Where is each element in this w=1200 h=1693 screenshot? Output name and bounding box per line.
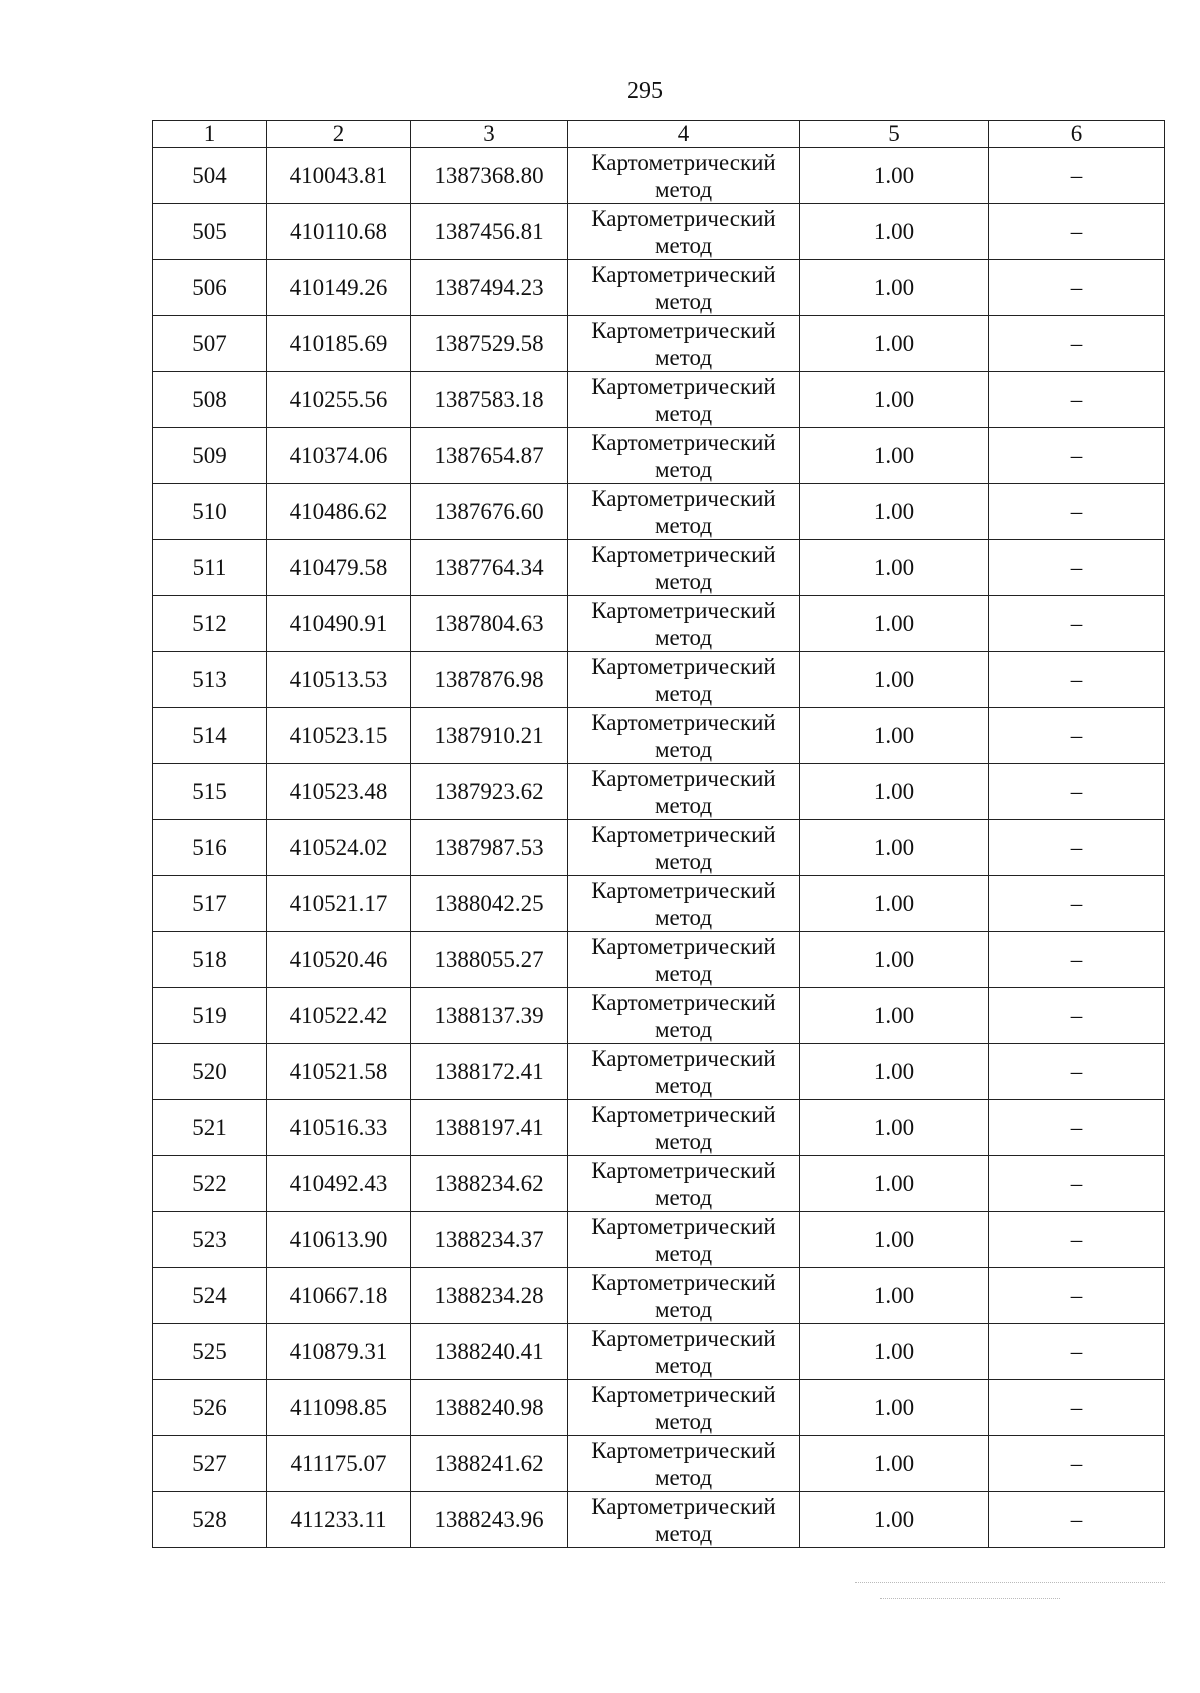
x-coordinate-cell: 410524.02 <box>267 820 411 876</box>
description-cell: – <box>989 372 1165 428</box>
method-line-2: метод <box>654 1184 713 1210</box>
y-coordinate-cell: 1387876.98 <box>411 652 568 708</box>
accuracy-cell: 1.00 <box>800 316 989 372</box>
method-line-2: метод <box>654 176 713 202</box>
accuracy-cell: 1.00 <box>800 484 989 540</box>
y-coordinate-cell: 1388137.39 <box>411 988 568 1044</box>
x-coordinate-cell: 410613.90 <box>267 1212 411 1268</box>
method-line-1: Картометрический <box>591 317 776 343</box>
table-row <box>153 1268 1165 1324</box>
description-cell: – <box>989 484 1165 540</box>
description-cell: – <box>989 708 1165 764</box>
point-number-cell: 513 <box>153 652 267 708</box>
x-coordinate-cell: 410523.15 <box>267 708 411 764</box>
method-cell <box>568 148 800 204</box>
table-row <box>153 540 1165 596</box>
accuracy-cell: 1.00 <box>800 1492 989 1548</box>
x-coordinate-cell: 410043.81 <box>267 148 411 204</box>
description-cell: – <box>989 764 1165 820</box>
description-cell: – <box>989 1044 1165 1100</box>
x-coordinate-cell: 410520.46 <box>267 932 411 988</box>
y-coordinate-cell: 1388240.41 <box>411 1324 568 1380</box>
method-cell <box>568 1268 800 1324</box>
table-row <box>153 1436 1165 1492</box>
point-number-cell: 510 <box>153 484 267 540</box>
method-line-2: метод <box>654 1240 713 1266</box>
x-coordinate-cell: 410479.58 <box>267 540 411 596</box>
method-cell <box>568 1044 800 1100</box>
point-number-cell: 523 <box>153 1212 267 1268</box>
point-number-cell: 517 <box>153 876 267 932</box>
method-cell <box>568 1100 800 1156</box>
method-line-1: Картометрический <box>591 205 776 231</box>
accuracy-cell: 1.00 <box>800 764 989 820</box>
method-line-2: метод <box>654 1464 713 1490</box>
point-number-cell: 512 <box>153 596 267 652</box>
table-row <box>153 1156 1165 1212</box>
description-cell: – <box>989 204 1165 260</box>
x-coordinate-cell: 410522.42 <box>267 988 411 1044</box>
method-cell <box>568 372 800 428</box>
method-line-1: Картометрический <box>591 597 776 623</box>
method-cell <box>568 988 800 1044</box>
accuracy-cell: 1.00 <box>800 540 989 596</box>
method-line-1: Картометрический <box>591 1437 776 1463</box>
point-number-cell: 524 <box>153 1268 267 1324</box>
method-line-2: метод <box>654 1296 713 1322</box>
x-coordinate-cell: 411233.11 <box>267 1492 411 1548</box>
method-line-1: Картометрический <box>591 765 776 791</box>
table-row <box>153 204 1165 260</box>
method-line-1: Картометрический <box>591 1157 776 1183</box>
table-row <box>153 1492 1165 1548</box>
accuracy-cell: 1.00 <box>800 1044 989 1100</box>
x-coordinate-cell: 410667.18 <box>267 1268 411 1324</box>
table-row <box>153 1380 1165 1436</box>
x-coordinate-cell: 410490.91 <box>267 596 411 652</box>
table-row <box>153 708 1165 764</box>
method-cell <box>568 876 800 932</box>
method-line-2: метод <box>654 1128 713 1154</box>
accuracy-cell: 1.00 <box>800 1436 989 1492</box>
method-line-1: Картометрический <box>591 1213 776 1239</box>
method-cell <box>568 484 800 540</box>
description-cell: – <box>989 316 1165 372</box>
method-line-2: метод <box>654 400 713 426</box>
table-row <box>153 1212 1165 1268</box>
x-coordinate-cell: 410521.58 <box>267 1044 411 1100</box>
point-number-cell: 525 <box>153 1324 267 1380</box>
method-line-1: Картометрический <box>591 1101 776 1127</box>
accuracy-cell: 1.00 <box>800 204 989 260</box>
x-coordinate-cell: 411175.07 <box>267 1436 411 1492</box>
y-coordinate-cell: 1387529.58 <box>411 316 568 372</box>
coordinates-table <box>152 120 1165 1548</box>
header-row <box>153 121 1165 148</box>
method-line-1: Картометрический <box>591 653 776 679</box>
table-row <box>153 428 1165 484</box>
method-line-1: Картометрический <box>591 933 776 959</box>
method-line-1: Картометрический <box>591 1269 776 1295</box>
method-line-2: метод <box>654 960 713 986</box>
point-number-cell: 504 <box>153 148 267 204</box>
point-number-cell: 520 <box>153 1044 267 1100</box>
method-line-2: метод <box>654 1520 713 1546</box>
method-line-1: Картометрический <box>591 485 776 511</box>
method-cell <box>568 764 800 820</box>
method-cell <box>568 596 800 652</box>
table-row <box>153 988 1165 1044</box>
point-number-cell: 521 <box>153 1100 267 1156</box>
accuracy-cell: 1.00 <box>800 1268 989 1324</box>
description-cell: – <box>989 1380 1165 1436</box>
y-coordinate-cell: 1388055.27 <box>411 932 568 988</box>
method-line-1: Картометрический <box>591 373 776 399</box>
accuracy-cell: 1.00 <box>800 596 989 652</box>
description-cell: – <box>989 988 1165 1044</box>
method-line-2: метод <box>654 1072 713 1098</box>
y-coordinate-cell: 1388243.96 <box>411 1492 568 1548</box>
point-number-cell: 506 <box>153 260 267 316</box>
scan-artifact <box>880 1598 1060 1600</box>
method-line-1: Картометрический <box>591 541 776 567</box>
accuracy-cell: 1.00 <box>800 1324 989 1380</box>
y-coordinate-cell: 1387676.60 <box>411 484 568 540</box>
column-header-5: 5 <box>800 121 989 148</box>
y-coordinate-cell: 1387654.87 <box>411 428 568 484</box>
accuracy-cell: 1.00 <box>800 1100 989 1156</box>
y-coordinate-cell: 1388234.62 <box>411 1156 568 1212</box>
method-cell <box>568 652 800 708</box>
column-header-1: 1 <box>153 121 267 148</box>
table-row <box>153 260 1165 316</box>
method-line-2: метод <box>654 792 713 818</box>
method-cell <box>568 1212 800 1268</box>
x-coordinate-cell: 410516.33 <box>267 1100 411 1156</box>
method-line-2: метод <box>654 512 713 538</box>
x-coordinate-cell: 410879.31 <box>267 1324 411 1380</box>
accuracy-cell: 1.00 <box>800 260 989 316</box>
description-cell: – <box>989 596 1165 652</box>
description-cell: – <box>989 540 1165 596</box>
table-row <box>153 484 1165 540</box>
point-number-cell: 507 <box>153 316 267 372</box>
accuracy-cell: 1.00 <box>800 1380 989 1436</box>
page-number: 295 <box>627 78 663 104</box>
description-cell: – <box>989 1100 1165 1156</box>
method-line-1: Картометрический <box>591 1381 776 1407</box>
x-coordinate-cell: 410255.56 <box>267 372 411 428</box>
description-cell: – <box>989 1436 1165 1492</box>
method-line-2: метод <box>654 344 713 370</box>
y-coordinate-cell: 1387923.62 <box>411 764 568 820</box>
method-cell <box>568 540 800 596</box>
method-line-2: метод <box>654 848 713 874</box>
column-header-4: 4 <box>568 121 800 148</box>
method-cell <box>568 1436 800 1492</box>
y-coordinate-cell: 1387456.81 <box>411 204 568 260</box>
method-cell <box>568 1324 800 1380</box>
table-row <box>153 876 1165 932</box>
method-cell <box>568 260 800 316</box>
table-row <box>153 596 1165 652</box>
description-cell: – <box>989 1492 1165 1548</box>
y-coordinate-cell: 1387987.53 <box>411 820 568 876</box>
method-line-1: Картометрический <box>591 149 776 175</box>
y-coordinate-cell: 1388241.62 <box>411 1436 568 1492</box>
table-row <box>153 1324 1165 1380</box>
table-row <box>153 764 1165 820</box>
description-cell: – <box>989 1324 1165 1380</box>
method-line-1: Картометрический <box>591 1325 776 1351</box>
description-cell: – <box>989 876 1165 932</box>
method-cell <box>568 1492 800 1548</box>
x-coordinate-cell: 410492.43 <box>267 1156 411 1212</box>
x-coordinate-cell: 410521.17 <box>267 876 411 932</box>
description-cell: – <box>989 652 1165 708</box>
x-coordinate-cell: 410110.68 <box>267 204 411 260</box>
point-number-cell: 527 <box>153 1436 267 1492</box>
y-coordinate-cell: 1388240.98 <box>411 1380 568 1436</box>
point-number-cell: 518 <box>153 932 267 988</box>
point-number-cell: 508 <box>153 372 267 428</box>
method-line-1: Картометрический <box>591 821 776 847</box>
y-coordinate-cell: 1387910.21 <box>411 708 568 764</box>
method-line-1: Картометрический <box>591 261 776 287</box>
method-line-1: Картометрический <box>591 1045 776 1071</box>
x-coordinate-cell: 410486.62 <box>267 484 411 540</box>
y-coordinate-cell: 1387494.23 <box>411 260 568 316</box>
table-row <box>153 1044 1165 1100</box>
method-line-2: метод <box>654 288 713 314</box>
table-row <box>153 652 1165 708</box>
method-line-1: Картометрический <box>591 429 776 455</box>
column-header-3: 3 <box>411 121 568 148</box>
y-coordinate-cell: 1388197.41 <box>411 1100 568 1156</box>
method-cell <box>568 708 800 764</box>
y-coordinate-cell: 1387368.80 <box>411 148 568 204</box>
accuracy-cell: 1.00 <box>800 876 989 932</box>
table-row <box>153 820 1165 876</box>
x-coordinate-cell: 410185.69 <box>267 316 411 372</box>
point-number-cell: 519 <box>153 988 267 1044</box>
y-coordinate-cell: 1387764.34 <box>411 540 568 596</box>
column-header-6: 6 <box>989 121 1165 148</box>
x-coordinate-cell: 410513.53 <box>267 652 411 708</box>
method-line-2: метод <box>654 624 713 650</box>
method-line-2: метод <box>654 1352 713 1378</box>
description-cell: – <box>989 820 1165 876</box>
method-line-2: метод <box>654 904 713 930</box>
method-line-2: метод <box>654 456 713 482</box>
table-row <box>153 932 1165 988</box>
scan-artifact <box>855 1582 1165 1584</box>
description-cell: – <box>989 932 1165 988</box>
accuracy-cell: 1.00 <box>800 1156 989 1212</box>
method-cell <box>568 316 800 372</box>
table-row <box>153 1100 1165 1156</box>
accuracy-cell: 1.00 <box>800 820 989 876</box>
point-number-cell: 511 <box>153 540 267 596</box>
method-line-2: метод <box>654 680 713 706</box>
method-line-1: Картометрический <box>591 989 776 1015</box>
method-cell <box>568 820 800 876</box>
point-number-cell: 516 <box>153 820 267 876</box>
y-coordinate-cell: 1387583.18 <box>411 372 568 428</box>
accuracy-cell: 1.00 <box>800 372 989 428</box>
method-cell <box>568 1380 800 1436</box>
accuracy-cell: 1.00 <box>800 652 989 708</box>
y-coordinate-cell: 1388172.41 <box>411 1044 568 1100</box>
y-coordinate-cell: 1387804.63 <box>411 596 568 652</box>
x-coordinate-cell: 410374.06 <box>267 428 411 484</box>
method-line-1: Картометрический <box>591 709 776 735</box>
method-cell <box>568 1156 800 1212</box>
method-line-1: Картометрический <box>591 1493 776 1519</box>
method-line-2: метод <box>654 1408 713 1434</box>
accuracy-cell: 1.00 <box>800 708 989 764</box>
point-number-cell: 515 <box>153 764 267 820</box>
method-cell <box>568 428 800 484</box>
method-line-2: метод <box>654 1016 713 1042</box>
point-number-cell: 526 <box>153 1380 267 1436</box>
accuracy-cell: 1.00 <box>800 428 989 484</box>
point-number-cell: 509 <box>153 428 267 484</box>
table-row <box>153 316 1165 372</box>
method-line-2: метод <box>654 232 713 258</box>
description-cell: – <box>989 1268 1165 1324</box>
column-header-2: 2 <box>267 121 411 148</box>
description-cell: – <box>989 1212 1165 1268</box>
description-cell: – <box>989 428 1165 484</box>
y-coordinate-cell: 1388234.37 <box>411 1212 568 1268</box>
x-coordinate-cell: 411098.85 <box>267 1380 411 1436</box>
table-row <box>153 148 1165 204</box>
x-coordinate-cell: 410149.26 <box>267 260 411 316</box>
description-cell: – <box>989 260 1165 316</box>
x-coordinate-cell: 410523.48 <box>267 764 411 820</box>
table-row <box>153 372 1165 428</box>
y-coordinate-cell: 1388042.25 <box>411 876 568 932</box>
accuracy-cell: 1.00 <box>800 932 989 988</box>
accuracy-cell: 1.00 <box>800 1212 989 1268</box>
description-cell: – <box>989 148 1165 204</box>
description-cell: – <box>989 1156 1165 1212</box>
y-coordinate-cell: 1388234.28 <box>411 1268 568 1324</box>
point-number-cell: 528 <box>153 1492 267 1548</box>
method-cell <box>568 932 800 988</box>
point-number-cell: 514 <box>153 708 267 764</box>
accuracy-cell: 1.00 <box>800 988 989 1044</box>
method-cell <box>568 204 800 260</box>
point-number-cell: 522 <box>153 1156 267 1212</box>
method-line-2: метод <box>654 736 713 762</box>
method-line-1: Картометрический <box>591 877 776 903</box>
point-number-cell: 505 <box>153 204 267 260</box>
method-line-2: метод <box>654 568 713 594</box>
accuracy-cell: 1.00 <box>800 148 989 204</box>
